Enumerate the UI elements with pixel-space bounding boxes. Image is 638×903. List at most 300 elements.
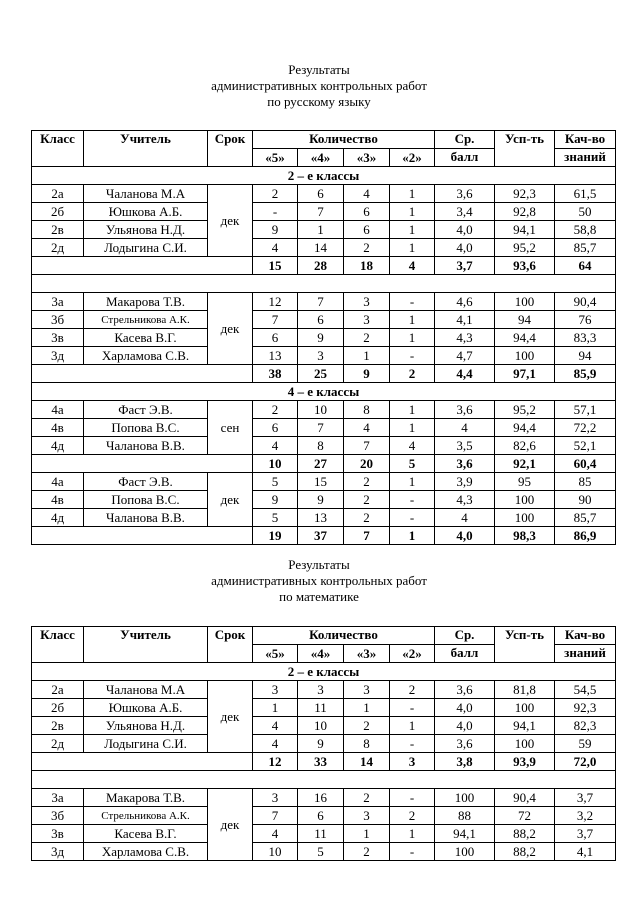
- col-header-grade-5: «5»: [253, 645, 298, 663]
- total-row: [32, 527, 616, 545]
- cell-klass: 3д: [32, 347, 84, 365]
- total-row: [32, 753, 616, 771]
- cell-grade-3: 2: [344, 843, 390, 861]
- cell-klass: 4д: [32, 437, 84, 455]
- russian-title-line-2: административных контрольных работ: [211, 78, 427, 93]
- cell-avg: 88: [435, 807, 495, 825]
- cell-klass: 2б: [32, 203, 84, 221]
- total-grade-5: 19: [253, 527, 298, 545]
- cell-klass: 3д: [32, 843, 84, 861]
- cell-kach: 85,7: [555, 509, 616, 527]
- cell-srok: дек: [208, 789, 253, 861]
- cell-grade-5: 12: [253, 293, 298, 311]
- cell-klass: 2а: [32, 681, 84, 699]
- cell-grade-4: 7: [298, 203, 344, 221]
- cell-avg: 4,0: [435, 717, 495, 735]
- cell-usp: 72: [495, 807, 555, 825]
- cell-usp: 95,2: [495, 239, 555, 257]
- total-spacer: [32, 527, 253, 545]
- cell-kach: 92,3: [555, 699, 616, 717]
- total-grade-4: 37: [298, 527, 344, 545]
- total-grade-3: 7: [344, 527, 390, 545]
- cell-srok: дек: [208, 681, 253, 753]
- cell-grade-2: 1: [390, 825, 435, 843]
- total-grade-2: 3: [390, 753, 435, 771]
- cell-avg: 4,0: [435, 699, 495, 717]
- table-row: [32, 347, 616, 365]
- cell-grade-3: 7: [344, 437, 390, 455]
- cell-grade-5: 3: [253, 681, 298, 699]
- table-row: [32, 437, 616, 455]
- cell-avg: 4,1: [435, 311, 495, 329]
- total-avg: 3,6: [435, 455, 495, 473]
- cell-grade-5: 2: [253, 185, 298, 203]
- cell-avg: 100: [435, 789, 495, 807]
- total-kach: 60,4: [555, 455, 616, 473]
- table-row: [32, 717, 616, 735]
- math-title-line-3: по математике: [279, 589, 359, 604]
- cell-usp: 100: [495, 347, 555, 365]
- cell-kach: 61,5: [555, 185, 616, 203]
- cell-grade-3: 1: [344, 347, 390, 365]
- total-usp: 98,3: [495, 527, 555, 545]
- col-header-avg-2: балл: [435, 149, 495, 167]
- cell-grade-2: 1: [390, 221, 435, 239]
- cell-kach: 59: [555, 735, 616, 753]
- section-row: [32, 771, 616, 789]
- table-row: [32, 311, 616, 329]
- cell-grade-2: 1: [390, 329, 435, 347]
- cell-grade-4: 1: [298, 221, 344, 239]
- cell-grade-3: 3: [344, 293, 390, 311]
- table-row: [32, 221, 616, 239]
- cell-grade-2: 2: [390, 807, 435, 825]
- table-row: [32, 735, 616, 753]
- cell-grade-3: 6: [344, 221, 390, 239]
- cell-usp: 92,8: [495, 203, 555, 221]
- col-header-avg-2: балл: [435, 645, 495, 663]
- cell-klass: 2д: [32, 735, 84, 753]
- total-grade-3: 18: [344, 257, 390, 275]
- cell-grade-4: 9: [298, 735, 344, 753]
- russian-title: [0, 62, 638, 110]
- total-kach: 85,9: [555, 365, 616, 383]
- cell-usp: 94,4: [495, 419, 555, 437]
- cell-usp: 81,8: [495, 681, 555, 699]
- cell-srok: дек: [208, 293, 253, 365]
- cell-grade-4: 16: [298, 789, 344, 807]
- russian-title-line-1: Результаты: [288, 62, 350, 77]
- cell-grade-3: 2: [344, 239, 390, 257]
- col-header-grade-4: «4»: [298, 645, 344, 663]
- cell-kach: 3,7: [555, 825, 616, 843]
- cell-grade-5: 4: [253, 735, 298, 753]
- cell-klass: 2а: [32, 185, 84, 203]
- cell-teacher: Харламова С.В.: [84, 843, 208, 861]
- cell-teacher: Чаланова М.А: [84, 681, 208, 699]
- cell-klass: 2в: [32, 717, 84, 735]
- section-title: 2 – е классы: [32, 663, 616, 681]
- total-grade-3: 9: [344, 365, 390, 383]
- cell-grade-5: 9: [253, 491, 298, 509]
- cell-avg: 4,7: [435, 347, 495, 365]
- cell-kach: 82,3: [555, 717, 616, 735]
- col-header-klass: Класс: [32, 627, 84, 663]
- total-grade-5: 15: [253, 257, 298, 275]
- cell-kach: 76: [555, 311, 616, 329]
- cell-srok: сен: [208, 401, 253, 455]
- cell-grade-3: 8: [344, 735, 390, 753]
- cell-grade-4: 5: [298, 843, 344, 861]
- cell-teacher: Ульянова Н.Д.: [84, 221, 208, 239]
- cell-grade-2: -: [390, 699, 435, 717]
- cell-grade-2: 1: [390, 717, 435, 735]
- section-title: 4 – е классы: [32, 383, 616, 401]
- cell-klass: 3а: [32, 789, 84, 807]
- col-header-kach-2: знаний: [555, 149, 616, 167]
- cell-grade-3: 3: [344, 681, 390, 699]
- col-header-kach-2: знаний: [555, 645, 616, 663]
- cell-teacher: Макарова Т.В.: [84, 789, 208, 807]
- col-header-usp: Усп-ть: [495, 627, 555, 663]
- cell-avg: 3,5: [435, 437, 495, 455]
- cell-klass: 3а: [32, 293, 84, 311]
- cell-grade-3: 2: [344, 491, 390, 509]
- cell-kach: 72,2: [555, 419, 616, 437]
- total-grade-2: 1: [390, 527, 435, 545]
- col-header-avg: Ср.: [435, 131, 495, 149]
- table-row: [32, 789, 616, 807]
- total-grade-3: 20: [344, 455, 390, 473]
- math-title: [0, 557, 638, 605]
- table-row: [32, 509, 616, 527]
- math-title-line-1: Результаты: [288, 557, 350, 572]
- col-header-klass: Класс: [32, 131, 84, 167]
- cell-teacher: Юшкова А.Б.: [84, 699, 208, 717]
- cell-kach: 52,1: [555, 437, 616, 455]
- col-header-grade-4: «4»: [298, 149, 344, 167]
- cell-grade-2: -: [390, 735, 435, 753]
- cell-grade-2: 1: [390, 311, 435, 329]
- cell-grade-3: 2: [344, 329, 390, 347]
- cell-grade-3: 1: [344, 825, 390, 843]
- cell-avg: 4,0: [435, 239, 495, 257]
- section-row: [32, 275, 616, 293]
- total-avg: 4,0: [435, 527, 495, 545]
- cell-grade-5: 5: [253, 509, 298, 527]
- cell-usp: 95: [495, 473, 555, 491]
- table-row: [32, 239, 616, 257]
- total-spacer: [32, 455, 253, 473]
- cell-grade-4: 11: [298, 699, 344, 717]
- cell-grade-5: 4: [253, 825, 298, 843]
- col-header-kach: Кач-во: [555, 627, 616, 645]
- cell-avg: 4,6: [435, 293, 495, 311]
- cell-grade-3: 2: [344, 473, 390, 491]
- cell-teacher: Чаланова В.В.: [84, 509, 208, 527]
- total-spacer: [32, 257, 253, 275]
- cell-avg: 3,4: [435, 203, 495, 221]
- cell-usp: 94,4: [495, 329, 555, 347]
- cell-grade-2: 1: [390, 419, 435, 437]
- cell-usp: 94,1: [495, 717, 555, 735]
- total-kach: 86,9: [555, 527, 616, 545]
- cell-teacher: Лодыгина С.И.: [84, 239, 208, 257]
- section-row: [32, 663, 616, 681]
- total-usp: 92,1: [495, 455, 555, 473]
- cell-usp: 90,4: [495, 789, 555, 807]
- cell-grade-2: -: [390, 509, 435, 527]
- cell-grade-4: 9: [298, 491, 344, 509]
- cell-usp: 88,2: [495, 825, 555, 843]
- table-row: [32, 699, 616, 717]
- cell-grade-3: 4: [344, 419, 390, 437]
- cell-teacher: Харламова С.В.: [84, 347, 208, 365]
- section-title: [32, 771, 616, 789]
- cell-avg: 4,3: [435, 491, 495, 509]
- cell-grade-4: 7: [298, 293, 344, 311]
- col-header-grade-3: «3»: [344, 645, 390, 663]
- cell-grade-2: -: [390, 293, 435, 311]
- section-title: [32, 275, 616, 293]
- cell-grade-4: 11: [298, 825, 344, 843]
- cell-teacher: Лодыгина С.И.: [84, 735, 208, 753]
- section-title: 2 – е классы: [32, 167, 616, 185]
- math-title-line-2: административных контрольных работ: [211, 573, 427, 588]
- cell-teacher: Юшкова А.Б.: [84, 203, 208, 221]
- cell-grade-2: 2: [390, 681, 435, 699]
- cell-usp: 95,2: [495, 401, 555, 419]
- cell-grade-5: 7: [253, 311, 298, 329]
- header-row: [32, 131, 616, 149]
- cell-grade-4: 6: [298, 311, 344, 329]
- total-row: [32, 257, 616, 275]
- cell-srok: дек: [208, 473, 253, 527]
- cell-klass: 3б: [32, 807, 84, 825]
- cell-klass: 4а: [32, 473, 84, 491]
- table-row: [32, 491, 616, 509]
- total-spacer: [32, 753, 253, 771]
- cell-grade-3: 2: [344, 509, 390, 527]
- total-avg: 3,8: [435, 753, 495, 771]
- cell-teacher: Чаланова В.В.: [84, 437, 208, 455]
- cell-grade-5: 3: [253, 789, 298, 807]
- total-usp: 97,1: [495, 365, 555, 383]
- cell-teacher: Попова В.С.: [84, 419, 208, 437]
- total-grade-4: 25: [298, 365, 344, 383]
- cell-teacher: Ульянова Н.Д.: [84, 717, 208, 735]
- cell-kach: 85: [555, 473, 616, 491]
- col-header-grade-3: «3»: [344, 149, 390, 167]
- cell-grade-5: 2: [253, 401, 298, 419]
- col-header-avg: Ср.: [435, 627, 495, 645]
- math-results-table: [31, 626, 616, 861]
- total-usp: 93,6: [495, 257, 555, 275]
- total-grade-4: 33: [298, 753, 344, 771]
- col-header-srok: Срок: [208, 627, 253, 663]
- total-grade-5: 10: [253, 455, 298, 473]
- cell-klass: 3б: [32, 311, 84, 329]
- cell-grade-3: 8: [344, 401, 390, 419]
- cell-kach: 94: [555, 347, 616, 365]
- table-row: [32, 293, 616, 311]
- section-row: [32, 167, 616, 185]
- table-row: [32, 681, 616, 699]
- cell-srok: дек: [208, 185, 253, 257]
- col-header-teacher: Учитель: [84, 131, 208, 167]
- col-header-srok: Срок: [208, 131, 253, 167]
- cell-grade-4: 14: [298, 239, 344, 257]
- total-row: [32, 455, 616, 473]
- cell-kach: 50: [555, 203, 616, 221]
- cell-grade-3: 6: [344, 203, 390, 221]
- cell-avg: 3,9: [435, 473, 495, 491]
- cell-kach: 85,7: [555, 239, 616, 257]
- cell-grade-5: -: [253, 203, 298, 221]
- cell-klass: 4в: [32, 491, 84, 509]
- total-grade-3: 14: [344, 753, 390, 771]
- col-header-grade-5: «5»: [253, 149, 298, 167]
- cell-grade-2: 1: [390, 185, 435, 203]
- cell-teacher: Стрельникова А.К.: [84, 807, 208, 825]
- total-grade-5: 12: [253, 753, 298, 771]
- cell-klass: 2б: [32, 699, 84, 717]
- cell-grade-4: 6: [298, 185, 344, 203]
- table-row: [32, 419, 616, 437]
- section-row: [32, 383, 616, 401]
- cell-grade-5: 1: [253, 699, 298, 717]
- cell-avg: 3,6: [435, 401, 495, 419]
- cell-kach: 90,4: [555, 293, 616, 311]
- cell-grade-5: 4: [253, 717, 298, 735]
- cell-grade-2: -: [390, 789, 435, 807]
- cell-grade-3: 4: [344, 185, 390, 203]
- cell-grade-4: 13: [298, 509, 344, 527]
- cell-usp: 94,1: [495, 221, 555, 239]
- cell-grade-5: 9: [253, 221, 298, 239]
- col-header-grade-2: «2»: [390, 149, 435, 167]
- cell-grade-4: 15: [298, 473, 344, 491]
- cell-kach: 3,2: [555, 807, 616, 825]
- table-row: [32, 807, 616, 825]
- cell-kach: 4,1: [555, 843, 616, 861]
- cell-grade-2: -: [390, 491, 435, 509]
- russian-results-table: [31, 130, 616, 545]
- cell-grade-3: 1: [344, 699, 390, 717]
- cell-usp: 100: [495, 735, 555, 753]
- cell-grade-3: 2: [344, 717, 390, 735]
- total-avg: 4,4: [435, 365, 495, 383]
- cell-avg: 4,3: [435, 329, 495, 347]
- total-usp: 93,9: [495, 753, 555, 771]
- cell-grade-2: -: [390, 843, 435, 861]
- cell-usp: 100: [495, 509, 555, 527]
- total-kach: 72,0: [555, 753, 616, 771]
- col-header-kolichestvo: Количество: [253, 131, 435, 149]
- russian-title-line-3: по русскому языку: [267, 94, 371, 109]
- col-header-usp: Усп-ть: [495, 131, 555, 167]
- cell-grade-3: 3: [344, 807, 390, 825]
- cell-grade-5: 6: [253, 329, 298, 347]
- table-row: [32, 843, 616, 861]
- total-spacer: [32, 365, 253, 383]
- cell-usp: 100: [495, 699, 555, 717]
- cell-kach: 54,5: [555, 681, 616, 699]
- cell-teacher: Попова В.С.: [84, 491, 208, 509]
- col-header-kach: Кач-во: [555, 131, 616, 149]
- cell-klass: 4в: [32, 419, 84, 437]
- cell-grade-2: 1: [390, 401, 435, 419]
- total-grade-4: 28: [298, 257, 344, 275]
- cell-usp: 88,2: [495, 843, 555, 861]
- cell-avg: 3,6: [435, 681, 495, 699]
- cell-grade-3: 2: [344, 789, 390, 807]
- cell-grade-2: -: [390, 347, 435, 365]
- cell-avg: 100: [435, 843, 495, 861]
- cell-usp: 94: [495, 311, 555, 329]
- cell-klass: 2в: [32, 221, 84, 239]
- cell-usp: 82,6: [495, 437, 555, 455]
- cell-grade-2: 1: [390, 473, 435, 491]
- cell-kach: 3,7: [555, 789, 616, 807]
- cell-avg: 3,6: [435, 185, 495, 203]
- cell-grade-5: 10: [253, 843, 298, 861]
- table-row: [32, 185, 616, 203]
- table-row: [32, 329, 616, 347]
- cell-teacher: Макарова Т.В.: [84, 293, 208, 311]
- cell-grade-2: 1: [390, 203, 435, 221]
- cell-grade-4: 6: [298, 807, 344, 825]
- cell-klass: 4д: [32, 509, 84, 527]
- cell-avg: 4: [435, 419, 495, 437]
- cell-teacher: Стрельникова А.К.: [84, 311, 208, 329]
- cell-grade-4: 3: [298, 347, 344, 365]
- table-row: [32, 401, 616, 419]
- cell-usp: 100: [495, 293, 555, 311]
- cell-klass: 3в: [32, 825, 84, 843]
- col-header-kolichestvo: Количество: [253, 627, 435, 645]
- cell-kach: 83,3: [555, 329, 616, 347]
- cell-grade-4: 9: [298, 329, 344, 347]
- cell-kach: 58,8: [555, 221, 616, 239]
- cell-avg: 3,6: [435, 735, 495, 753]
- cell-grade-5: 4: [253, 239, 298, 257]
- cell-grade-4: 10: [298, 401, 344, 419]
- cell-grade-5: 7: [253, 807, 298, 825]
- cell-teacher: Касева В.Г.: [84, 825, 208, 843]
- cell-kach: 90: [555, 491, 616, 509]
- cell-grade-5: 5: [253, 473, 298, 491]
- cell-grade-5: 13: [253, 347, 298, 365]
- col-header-grade-2: «2»: [390, 645, 435, 663]
- cell-klass: 4а: [32, 401, 84, 419]
- cell-grade-4: 10: [298, 717, 344, 735]
- cell-grade-4: 8: [298, 437, 344, 455]
- total-grade-2: 2: [390, 365, 435, 383]
- total-grade-2: 4: [390, 257, 435, 275]
- cell-grade-5: 6: [253, 419, 298, 437]
- total-avg: 3,7: [435, 257, 495, 275]
- cell-klass: 2д: [32, 239, 84, 257]
- total-row: [32, 365, 616, 383]
- table-row: [32, 473, 616, 491]
- cell-grade-4: 3: [298, 681, 344, 699]
- cell-grade-5: 4: [253, 437, 298, 455]
- header-row: [32, 627, 616, 645]
- table-row: [32, 825, 616, 843]
- total-grade-4: 27: [298, 455, 344, 473]
- cell-grade-3: 3: [344, 311, 390, 329]
